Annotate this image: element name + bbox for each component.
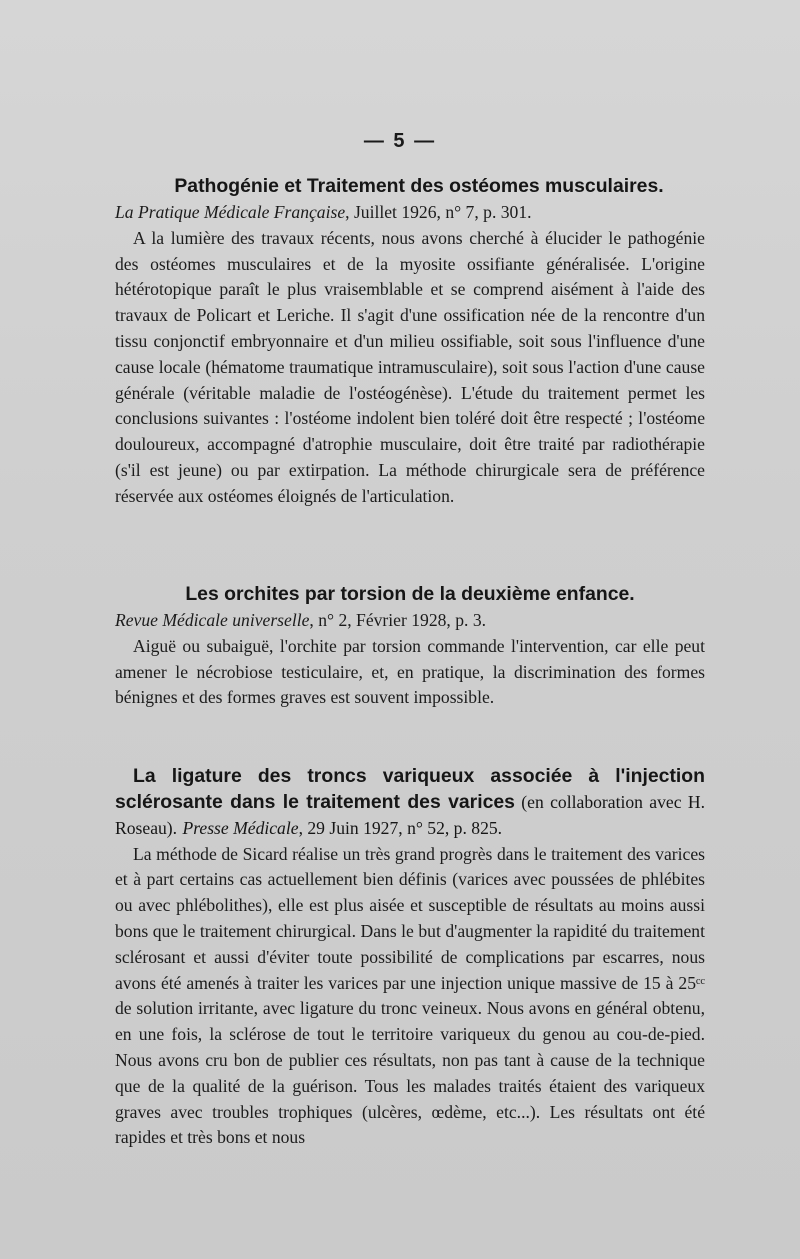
article-varices [115, 763, 705, 1151]
article-body: Aiguë ou subaiguë, l'orchite par torsion commande l'intervention, car elle peut amener le nécrobiose testiculaire, et, en pratique, la discrimination des formes bénignes et des formes graves est souvent impossible. [115, 635, 705, 708]
article-osteomes [115, 173, 705, 510]
journal-name: Presse Médicale [182, 818, 299, 839]
article-title: Les orchites par torsion de la deuxième enfance. [185, 583, 635, 605]
page-number: — 5 — [363, 130, 437, 152]
citation-details: , n° 2, Février 1928, p. 3. [309, 610, 487, 630]
article-title: Pathogénie et Traitement des ostéomes musculaires. [174, 175, 664, 197]
article-title-text: La ligature des troncs variqueux associée à l'injection sclérosante dans le traitement des varices [115, 765, 705, 814]
citation-details: , 29 Juin 1927, n° 52, p. 825. [298, 818, 503, 839]
article-body: La méthode de Sicard réalise un très grand progrès dans le traitement des varices et à part certains cas actuellement bien définis (varices avec poussées de phlébites ou avec phlébolithes), elle est plus aisée et susceptible de résultats au moins aussi bons que le traitement chirurgical. Dans le but d'augmenter la rapidité du traitement sclérosant et aussi d'éviter toute possibilité de complications par escarres, nous avons été amenés à traiter les varices par une injection unique massive de 15 à 25ᶜᶜ de solution irritante, avec ligature du tronc veineux. Nous avons en général obtenu, en une fois, la sclérose de tout le territoire variqueux du genou au cou-de-pied. Nous avons cru bon de publier ces résultats, non pas tant à cause de la technique que de la qualité de la guérison. Tous les malades traités étaient des variqueux graves avec troubles trophiques (ulcères, œdème, etc...). Les résultats ont été rapides et très bons et nous [115, 843, 705, 1148]
article-orchites [115, 581, 705, 711]
journal-name: La Pratique Médicale Française [115, 202, 346, 222]
article-title [115, 763, 705, 842]
article-body: A la lumière des travaux récents, nous avons cherché à élucider le pathogénie des ostéomes musculaires et de la myosite ossifiante généralisée. L'origine hétérotopique paraît le plus vraisemblable et se comprend aisément à l'aide des travaux de Policart et Leriche. Il s'agit d'une ossification née de la rencontre d'un tissu conjonctif embryonnaire et d'un milieu ossifiable, soit sous l'influence d'une cause locale (hématome traumatique intramusculaire), soit sous l'action d'une cause générale (véritable maladie de l'ostéogénèse). L'étude du traitement permet les conclusions suivantes : l'ostéome indolent bien toléré doit être respecté ; l'ostéome douloureux, accompagné d'atrophie musculaire, doit être traité par radiothérapie (s'il est jeune) ou par extirpation. La méthode chirurgicale sera de préférence réservée aux ostéomes éloignés de l'articulation. [115, 227, 705, 506]
article-citation [115, 200, 705, 226]
citation-details: , Juillet 1926, n° 7, p. 301. [345, 202, 532, 222]
journal-name: Revue Médicale universelle [115, 610, 310, 630]
article-title-collaboration: (en collaboration avec H. Roseau). [115, 792, 705, 839]
article-citation [115, 608, 705, 634]
